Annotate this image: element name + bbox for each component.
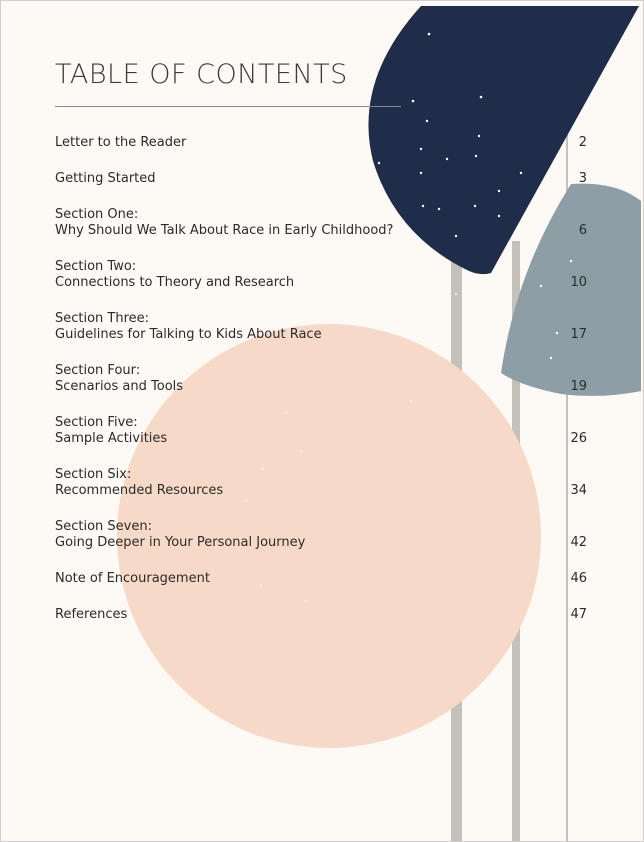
toc-entry-section-six[interactable]: [55, 467, 595, 499]
toc-entry-note[interactable]: [55, 571, 595, 587]
page-number: 19: [570, 379, 587, 394]
toc-entry-section-four[interactable]: [55, 363, 595, 395]
entry-section-label: Section Six:: [55, 467, 132, 482]
entry-section-label: Section Five:: [55, 415, 138, 430]
entry-title: Recommended Resources: [55, 483, 224, 498]
entry-title: Note of Encouragement: [55, 571, 210, 586]
entry-title: Why Should We Talk About Race in Early Childhood?: [55, 223, 394, 238]
toc-entry-section-one[interactable]: [55, 207, 595, 239]
entry-section-label: Section Four:: [55, 363, 141, 378]
page-number: 2: [578, 135, 587, 150]
page-title: TABLE OF CONTENTS: [55, 59, 348, 90]
entry-title: Guidelines for Talking to Kids About Race: [55, 327, 322, 342]
page-number: 3: [578, 171, 587, 186]
toc-entry-section-three[interactable]: [55, 311, 595, 343]
page-number: 17: [570, 327, 587, 342]
entry-title: Sample Activities: [55, 431, 168, 446]
entry-section-label: Section Two:: [55, 259, 137, 274]
title-divider: [55, 106, 401, 107]
toc-entry-getting-started[interactable]: [55, 171, 595, 187]
page-number: 46: [570, 571, 587, 586]
page-number: 34: [570, 483, 587, 498]
toc-entry-references[interactable]: [55, 607, 595, 623]
entry-section-label: Section One:: [55, 207, 139, 222]
toc-entry-section-two[interactable]: [55, 259, 595, 291]
entry-title: Letter to the Reader: [55, 135, 187, 150]
entry-section-label: Section Seven:: [55, 519, 152, 534]
toc-entry-section-seven[interactable]: [55, 519, 595, 551]
page-number: 10: [570, 275, 587, 290]
entry-section-label: Section Three:: [55, 311, 150, 326]
entry-title: References: [55, 607, 128, 622]
entry-title: Going Deeper in Your Personal Journey: [55, 535, 306, 550]
entry-title: Scenarios and Tools: [55, 379, 184, 394]
toc-entry-section-five[interactable]: [55, 415, 595, 447]
page-number: 47: [570, 607, 587, 622]
toc-entry-letter[interactable]: [55, 135, 595, 151]
entry-title: Connections to Theory and Research: [55, 275, 295, 290]
page-number: 42: [570, 535, 587, 550]
page-number: 6: [578, 223, 587, 238]
page-number: 26: [570, 431, 587, 446]
entry-title: Getting Started: [55, 171, 156, 186]
